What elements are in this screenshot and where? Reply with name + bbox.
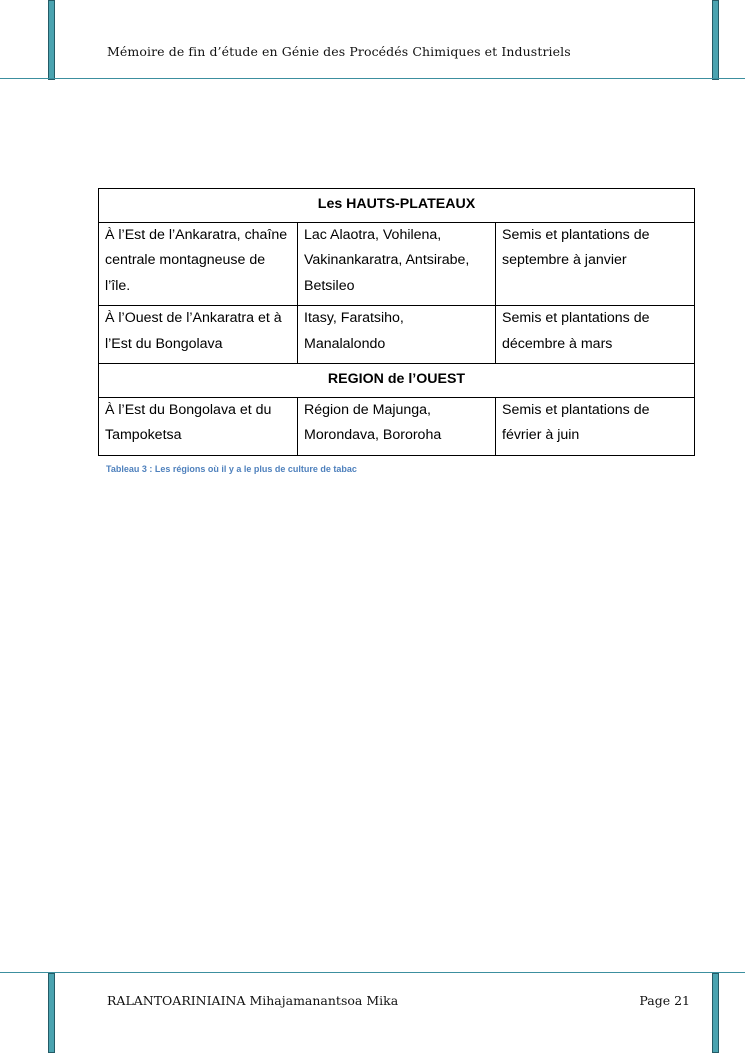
page-number: Page 21 xyxy=(639,993,690,1008)
header-bar-left xyxy=(48,0,55,80)
table-cell: Semis et plantations de décembre à mars xyxy=(496,306,695,364)
footer-bar-left xyxy=(48,973,55,1053)
section-heading: REGION de l’OUEST xyxy=(99,364,695,398)
table-cell: Région de Majunga, Morondava, Bororoha xyxy=(298,397,496,455)
table-cell: Semis et plantations de septembre à janvier xyxy=(496,222,695,306)
footer-rule xyxy=(0,972,745,973)
table-cell: Semis et plantations de février à juin xyxy=(496,397,695,455)
header-rule xyxy=(0,78,745,79)
document-header: Mémoire de fin d’étude en Génie des Procédés Chimiques et Industriels xyxy=(107,44,571,59)
footer-bar-right xyxy=(712,973,719,1053)
table-cell: À l’Ouest de l’Ankaratra et à l’Est du Bongolava xyxy=(99,306,298,364)
table-cell: Lac Alaotra, Vohilena, Vakinankaratra, Antsirabe, Betsileo xyxy=(298,222,496,306)
table-section-header xyxy=(99,189,695,223)
section-heading: Les HAUTS-PLATEAUX xyxy=(99,189,695,223)
header-bar-right xyxy=(712,0,719,80)
table-row xyxy=(99,397,695,455)
table-section-header xyxy=(99,364,695,398)
table-cell: Itasy, Faratsiho, Manalalondo xyxy=(298,306,496,364)
table-row xyxy=(99,222,695,306)
footer-author: RALANTOARINIAINA Mihajamanantsoa Mika xyxy=(107,993,399,1008)
table-cell: À l’Est du Bongolava et du Tampoketsa xyxy=(99,397,298,455)
table-row xyxy=(99,306,695,364)
table-cell: À l’Est de l’Ankaratra, chaîne centrale montagneuse de l’île. xyxy=(99,222,298,306)
regions-table xyxy=(98,188,695,456)
table-caption: Tableau 3 : Les régions où il y a le plus de culture de tabac xyxy=(106,464,357,474)
